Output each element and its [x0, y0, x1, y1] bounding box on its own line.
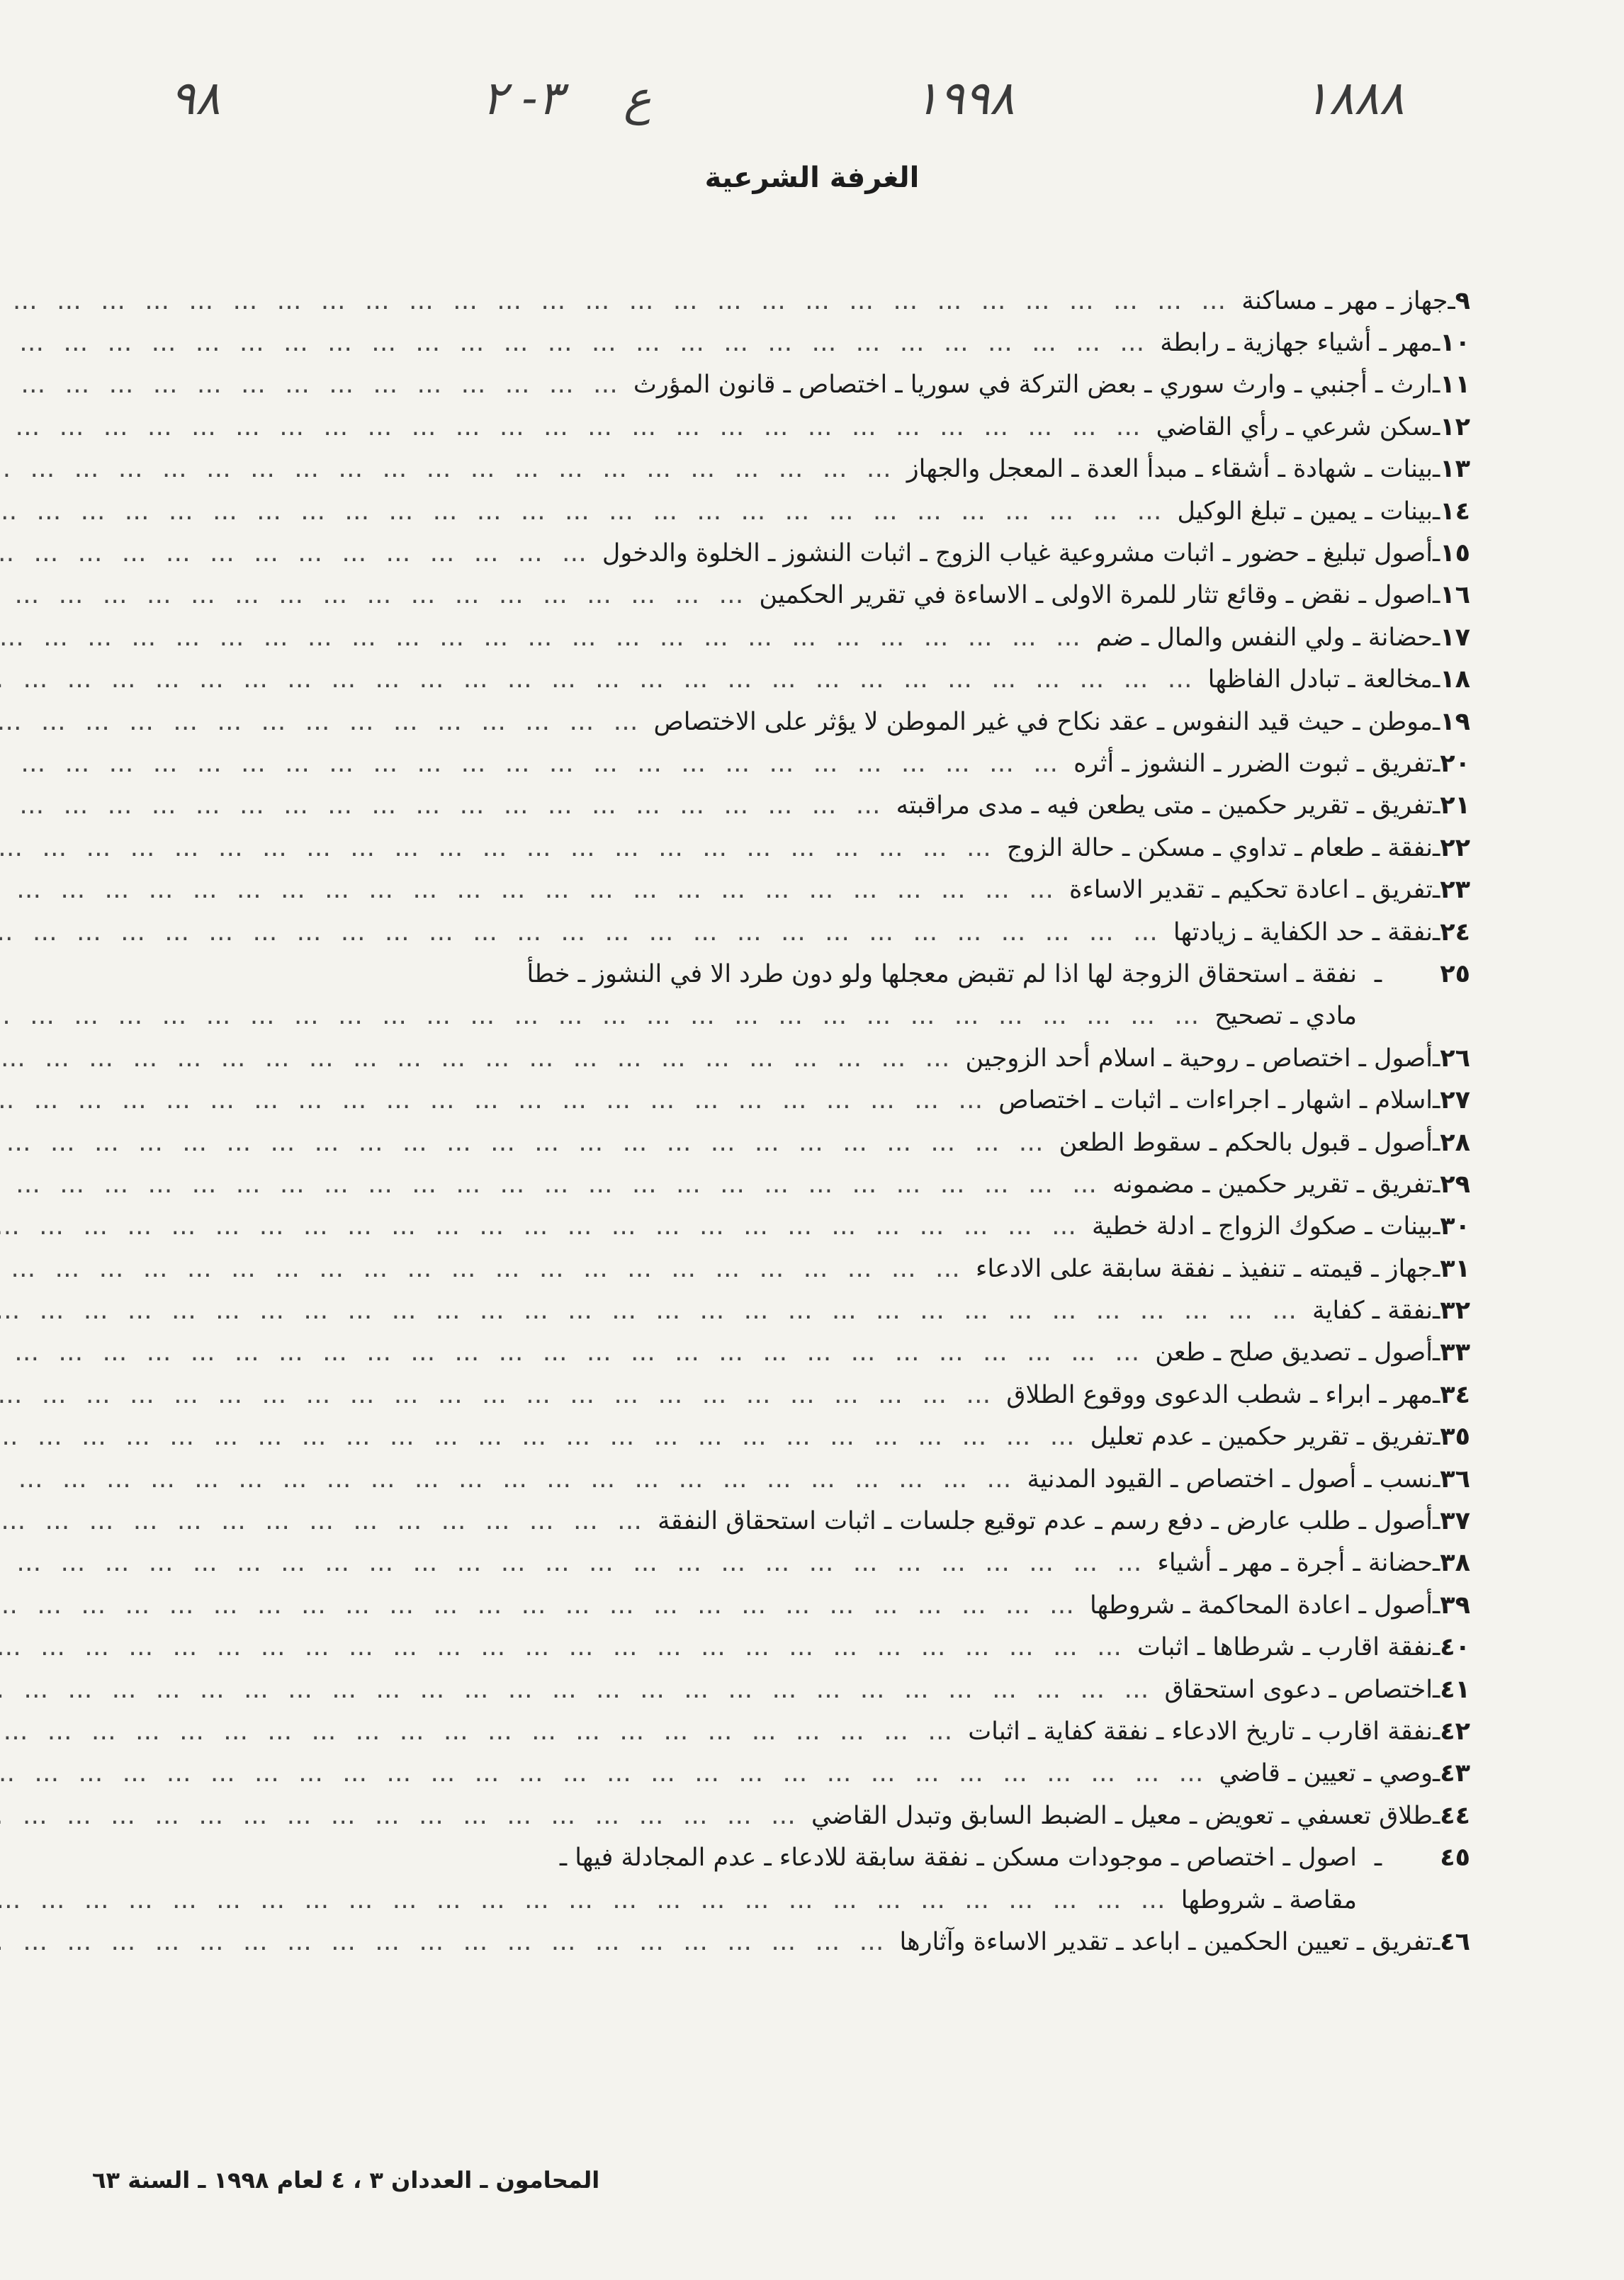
entry-dash: ـ	[1433, 833, 1440, 862]
entry-text: بينات ـ يمين ـ تبلغ الوكيل	[1177, 497, 1433, 526]
leader-dots	[0, 329, 1160, 357]
entry-dash: ـ	[1433, 1044, 1440, 1073]
toc-entry	[99, 1542, 1470, 1584]
entry-dash: ـ	[1433, 1170, 1440, 1199]
entry-text: جهاز ـ مهر ـ مساكنة	[1241, 286, 1448, 315]
entry-text: نفقة اقارب ـ شرطاها ـ اثبات	[1137, 1633, 1433, 1662]
leader-dots	[0, 1086, 998, 1114]
entry-number: ٢٦	[1440, 1044, 1470, 1073]
entry-text: تفريق ـ ثبوت الضرر ـ النشوز ـ أثره	[1073, 749, 1433, 778]
handwritten-note: ٩٨	[170, 71, 220, 125]
toc-entry	[99, 1921, 1470, 1963]
toc-entry	[99, 1206, 1470, 1248]
toc-entry	[99, 743, 1470, 784]
entry-dash: ـ	[1433, 665, 1440, 694]
leader-dots	[0, 1129, 1059, 1157]
entry-dash: ـ	[1433, 1507, 1440, 1536]
entry-text: موطن ـ حيث قيد النفوس ـ عقد نكاح في غير الموطن لا يؤثر على الاختصاص	[653, 707, 1433, 736]
entry-dash: ـ	[1433, 1086, 1440, 1115]
toc-entry	[99, 785, 1470, 827]
entry-text: أصول ـ اختصاص ـ روحية ـ اسلام أحد الزوجين	[965, 1044, 1433, 1073]
toc-entry	[99, 322, 1470, 363]
entry-dash: ـ	[1433, 1633, 1440, 1662]
leader-dots	[0, 1591, 1090, 1620]
entry-number: ٢٧	[1440, 1086, 1470, 1115]
leader-dots	[0, 1465, 1027, 1494]
entry-text: اصول ـ نقض ـ وقائع تثار للمرة الاولى ـ الاساءة في تقرير الحكمين	[759, 581, 1433, 610]
toc-entry	[99, 1669, 1470, 1710]
entry-dash: ـ	[1433, 707, 1440, 736]
toc-entry	[99, 1836, 1470, 1878]
toc-entry	[99, 280, 1470, 322]
leader-dots	[0, 1423, 1090, 1451]
entry-text: أصول تبليغ ـ حضور ـ اثبات مشروعية غياب الزوج ـ اثبات النشوز ـ الخلوة والدخول	[602, 539, 1433, 568]
leader-dots	[0, 623, 1096, 652]
leader-dots	[0, 1044, 965, 1073]
entry-dash: ـ	[1433, 1380, 1440, 1409]
toc-entry	[99, 1374, 1470, 1416]
toc-entry	[99, 448, 1470, 490]
leader-dots	[0, 1255, 976, 1283]
entry-dash: ـ	[1433, 1549, 1440, 1578]
entry-number: ٢٩	[1440, 1170, 1470, 1199]
toc-entry	[99, 1795, 1470, 1836]
leader-dots	[0, 413, 1156, 441]
entry-text: طلاق تعسفي ـ تعويض ـ معيل ـ الضبط السابق وتبدل القاضي	[811, 1801, 1433, 1830]
entry-dash: ـ	[1433, 329, 1440, 358]
entry-text: نفقة ـ استحقاق الزوجة لها اذا لم تقبض معجلها ولو دون طرد الا في النشوز ـ خطأ	[526, 959, 1357, 988]
entry-number: ٣٨	[1440, 1549, 1470, 1578]
entry-text: تفريق ـ تعيين الحكمين ـ اباعد ـ تقدير الاساءة وآثارها	[899, 1927, 1433, 1956]
toc-entry	[99, 1248, 1470, 1289]
entry-number: ٩	[1455, 286, 1470, 315]
page-footer: المحامون ـ العددان ٣ ، ٤ لعام ١٩٩٨ ـ السنة ٦٣	[92, 2167, 600, 2194]
entry-text: بينات ـ صكوك الزواج ـ ادلة خطية	[1091, 1212, 1433, 1241]
leader-dots	[0, 371, 633, 399]
leader-dots	[0, 834, 1007, 862]
entry-dash: ـ	[1433, 1212, 1440, 1241]
entry-number: ٢٣	[1440, 876, 1470, 905]
entry-number: ٣٢	[1440, 1297, 1470, 1326]
entry-dash: ـ	[1433, 1464, 1440, 1494]
toc-entry	[99, 1079, 1470, 1121]
entry-text: وصي ـ تعيين ـ قاضي	[1219, 1759, 1433, 1788]
entry-text: أصول ـ طلب عارض ـ دفع رسم ـ عدم توقيع جلسات ـ اثبات استحقاق النفقة	[658, 1507, 1433, 1536]
entry-text: جهاز ـ قيمته ـ تنفيذ ـ نفقة سابقة على الادعاء	[975, 1254, 1433, 1283]
entry-dash: ـ	[1433, 1801, 1440, 1830]
toc-entry	[99, 911, 1470, 953]
toc-entry	[99, 953, 1470, 995]
entry-number: ١٢	[1440, 412, 1470, 441]
entry-number: ٢٠	[1440, 749, 1470, 778]
entry-text: بينات ـ شهادة ـ أشقاء ـ مبدأ العدة ـ المعجل والجهاز	[906, 455, 1433, 484]
toc-entry	[99, 406, 1470, 448]
entry-dash: ـ	[1433, 623, 1440, 652]
entry-number: ١٨	[1440, 665, 1470, 694]
entry-text: تفريق ـ تقرير حكمين ـ متى يطعن فيه ـ مدى مراقبته	[896, 791, 1433, 820]
leader-dots	[0, 1212, 1092, 1241]
entry-dash: ـ	[1433, 1423, 1440, 1452]
handwritten-note: ۱۸۸۸	[1304, 71, 1404, 125]
toc-entry	[99, 532, 1470, 574]
leader-dots	[0, 581, 759, 609]
entry-number: ١١	[1440, 371, 1470, 400]
entry-number: ٤٥	[1440, 1844, 1470, 1873]
leader-dots	[0, 1507, 658, 1535]
leader-dots	[0, 1717, 968, 1746]
leader-dots	[0, 1676, 1164, 1704]
entry-number: ٣٩	[1440, 1591, 1470, 1620]
entry-text: حضانة ـ أجرة ـ مهر ـ أشياء	[1157, 1549, 1433, 1578]
toc-entry	[99, 490, 1470, 532]
toc-entry	[99, 1710, 1470, 1752]
entry-text: اصول ـ اختصاص ـ موجودات مسكن ـ نفقة سابقة للادعاء ـ عدم المجادلة فيها ـ	[559, 1844, 1357, 1873]
entry-text: نسب ـ أصول ـ اختصاص ـ القيود المدنية	[1027, 1464, 1433, 1494]
leader-dots	[0, 1170, 1112, 1199]
entry-number: ٣٠	[1440, 1212, 1470, 1241]
toc-entry	[99, 575, 1470, 616]
entry-text: نفقة ـ حد الكفاية ـ زيادتها	[1173, 918, 1433, 947]
leader-dots	[0, 1297, 1312, 1325]
entry-dash: ـ	[1433, 1128, 1440, 1157]
entry-number: ١٩	[1440, 707, 1470, 736]
toc-entry	[99, 1163, 1470, 1205]
entry-text: حضانة ـ ولي النفس والمال ـ ضم	[1095, 623, 1433, 652]
entry-dash: ـ	[1433, 749, 1440, 778]
leader-dots	[0, 1802, 811, 1830]
entry-dash: ـ	[1433, 1675, 1440, 1704]
entry-number: ٣٣	[1440, 1338, 1470, 1367]
table-of-contents	[99, 280, 1470, 1963]
entry-text: تفريق ـ تقرير حكمين ـ مضمونه	[1112, 1170, 1433, 1199]
leader-dots	[0, 1338, 1155, 1367]
entry-text: نفقة اقارب ـ تاريخ الادعاء ـ نفقة كفاية ـ اثبات	[968, 1717, 1433, 1746]
toc-entry	[99, 659, 1470, 701]
entry-number: ١٣	[1440, 455, 1470, 484]
entry-dash: ـ	[1433, 1591, 1440, 1620]
toc-entry	[99, 1332, 1470, 1374]
entry-dash: ـ	[1433, 876, 1440, 905]
leader-dots	[0, 455, 907, 483]
leader-dots	[0, 876, 1069, 904]
handwritten-note: ع	[624, 71, 652, 125]
entry-number: ١٧	[1440, 623, 1470, 652]
entry-number: ٤٢	[1440, 1717, 1470, 1746]
toc-entry	[99, 869, 1470, 910]
entry-text: تفريق ـ تقرير حكمين ـ عدم تعليل	[1090, 1423, 1433, 1452]
entry-text: أصول ـ تصديق صلح ـ طعن	[1155, 1338, 1433, 1367]
toc-entry	[99, 1627, 1470, 1669]
entry-text: نفقة ـ كفاية	[1312, 1297, 1433, 1326]
entry-text: نفقة ـ طعام ـ تداوي ـ مسكن ـ حالة الزوج	[1006, 833, 1433, 862]
entry-dash: ـ	[1433, 1759, 1440, 1788]
entry-text: أصول ـ اعادة المحاكمة ـ شروطها	[1089, 1591, 1433, 1620]
leader-dots	[0, 1886, 1181, 1914]
entry-text: مادي ـ تصحيح	[1214, 1002, 1357, 1031]
toc-entry	[99, 364, 1470, 406]
toc-entry	[99, 1037, 1470, 1079]
entry-text: اسلام ـ اشهار ـ اجراءات ـ اثبات ـ اختصاص	[998, 1086, 1433, 1115]
entry-number: ١٤	[1440, 497, 1470, 526]
leader-dots	[0, 665, 1208, 694]
entry-dash: ـ	[1433, 791, 1440, 820]
leader-dots	[0, 1928, 900, 1956]
leader-dots	[0, 750, 1073, 778]
entry-text: سكن شرعي ـ رأي القاضي	[1156, 412, 1433, 441]
leader-dots	[0, 497, 1177, 526]
leader-dots	[0, 539, 602, 568]
leader-dots	[0, 918, 1173, 947]
entry-dash: ـ	[1433, 497, 1440, 526]
entry-dash: ـ	[1433, 581, 1440, 610]
toc-entry	[99, 1753, 1470, 1795]
entry-text: ارث ـ أجنبي ـ وارث سوري ـ بعض التركة في سوريا ـ اختصاص ـ قانون المؤرث	[633, 371, 1433, 400]
entry-text: مهر ـ ابراء ـ شطب الدعوى ووقوع الطلاق	[1006, 1380, 1433, 1409]
entry-number: ٢١	[1440, 791, 1470, 820]
entry-dash: ـ	[1374, 959, 1382, 988]
entry-text: تفريق ـ اعادة تحكيم ـ تقدير الاساءة	[1068, 876, 1433, 905]
entry-number: ٤٦	[1440, 1927, 1470, 1956]
entry-number: ٣٧	[1440, 1507, 1470, 1536]
entry-text: أصول ـ قبول بالحكم ـ سقوط الطعن	[1059, 1128, 1433, 1157]
toc-entry	[99, 1122, 1470, 1163]
toc-entry-continuation	[99, 995, 1470, 1037]
entry-number: ٤٠	[1440, 1633, 1470, 1662]
leader-dots	[0, 1633, 1137, 1661]
entry-number: ٢٥	[1440, 959, 1470, 988]
entry-dash: ـ	[1433, 1927, 1440, 1956]
leader-dots	[0, 287, 1241, 315]
entry-dash: ـ	[1433, 918, 1440, 947]
entry-number: ٢٢	[1440, 833, 1470, 862]
entry-text: اختصاص ـ دعوى استحقاق	[1164, 1675, 1433, 1704]
entry-number: ٣٥	[1440, 1423, 1470, 1452]
toc-entry	[99, 1500, 1470, 1542]
toc-entry	[99, 701, 1470, 743]
entry-dash: ـ	[1374, 1844, 1382, 1873]
entry-dash: ـ	[1433, 455, 1440, 484]
entry-dash: ـ	[1433, 1254, 1440, 1283]
toc-entry-continuation	[99, 1879, 1470, 1921]
entry-number: ٤٤	[1440, 1801, 1470, 1830]
entry-number: ١٠	[1440, 329, 1470, 358]
entry-number: ٢٤	[1440, 918, 1470, 947]
entry-number: ١٥	[1440, 539, 1470, 568]
entry-text: مقاصة ـ شروطها	[1180, 1885, 1357, 1914]
entry-dash: ـ	[1433, 412, 1440, 441]
leader-dots	[0, 1759, 1219, 1788]
entry-number: ٤١	[1440, 1675, 1470, 1704]
page-title: الغرفة الشرعية	[704, 162, 920, 194]
entry-number: ٣٦	[1440, 1464, 1470, 1494]
toc-entry	[99, 1458, 1470, 1500]
handwritten-note: ۱۹۹۸	[914, 71, 1015, 125]
entry-text: مخالعة ـ تبادل الفاظها	[1207, 665, 1433, 694]
entry-number: ٢٨	[1440, 1128, 1470, 1157]
leader-dots	[0, 708, 653, 736]
entry-number: ٤٣	[1440, 1759, 1470, 1788]
entry-dash: ـ	[1433, 1717, 1440, 1746]
entry-dash: ـ	[1433, 1297, 1440, 1326]
toc-entry	[99, 827, 1470, 869]
toc-entry	[99, 1289, 1470, 1331]
leader-dots	[0, 791, 896, 820]
entry-number: ٣١	[1440, 1254, 1470, 1283]
entry-dash: ـ	[1433, 1338, 1440, 1367]
toc-entry	[99, 1584, 1470, 1626]
entry-dash: ـ	[1433, 539, 1440, 568]
leader-dots	[0, 1002, 1214, 1030]
handwritten-note: ٣- ٢	[482, 71, 563, 125]
toc-entry	[99, 616, 1470, 658]
entry-dash: ـ	[1433, 371, 1440, 400]
leader-dots	[0, 1381, 1006, 1409]
entry-text: مهر ـ أشياء جهازية ـ رابطة	[1160, 329, 1433, 358]
entry-number: ٣٤	[1440, 1380, 1470, 1409]
leader-dots	[0, 1549, 1157, 1577]
toc-entry	[99, 1416, 1470, 1458]
entry-dash: ـ	[1448, 286, 1455, 315]
entry-number: ١٦	[1440, 581, 1470, 610]
